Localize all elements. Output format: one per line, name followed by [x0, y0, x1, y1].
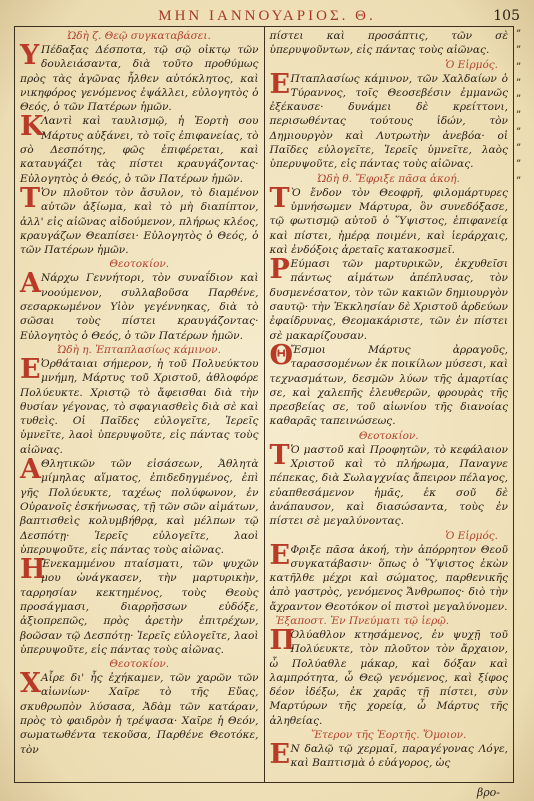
paragraph [20, 268, 259, 342]
drop-capital: Ε [269, 539, 291, 571]
paragraph [20, 353, 259, 457]
paragraph-text: Ολύαθλον κτησάμενος, ἐν ψυχῇ τοῦ Πολύευκτε, τὸν πλοῦτον τὸν ἄρχαιον, ὦ Πολύαθλε μάκαρ, καὶ δόξαν καὶ λαμπρότητα, ὦ Θεῷ γενόμενος, καὶ ξίφος δέον ἰδέξω, ἐκ χαρᾶς τῇ πίστει, σὺν Μαρτύρων τῆς χορείᾳ, ὦ Μάρτυς τῆς ἀληθείας. [269, 628, 508, 727]
quotation-mark: ” [516, 94, 522, 106]
paragraph-text: Πταπλασίως κάμινον, τῶν Χαλδαίων ὁ Τύραννος, τοῖς Θεοσεβέσιν ἐμμανῶς ἐξέκαυσε· δυνάμει δὲ κρείττονι, περισωθέντας τούτους ἰδών, τὸν Δημιουργὸν καὶ Λυτρωτὴν ἀνεβόα· οἱ Παῖδες εὐλογεῖτε, Ἱερεῖς ὑμνεῖτε, λαὸς ὑπερυψοῦτε, εἰς πάντας τοὺς αἰῶνας. [269, 72, 508, 171]
quotation-mark: ” [516, 61, 522, 73]
quotation-mark: ” [516, 143, 522, 155]
paragraph-text: Λαντὶ καὶ ταυλισμῷ, ἡ Ἑορτὴ σου Μάρτυς αὐξάνει, τὸ τοῖς ἐπιφανείας, τὸ σὸ Δεσπότης, φῶς ἐπιφέρεται, καὶ καταυγάζει τὰς πίστει κραυγάζοντας· Εὐλογητὸς ὁ Θεός, ὁ τῶν Πατέρων ἡμῶν. [20, 115, 259, 185]
paragraph-text: Ὀρθάταιαι σήμερον, ἡ τοῦ Πολυεύκτου μνήμη, Μάρτυς τοῦ Χριστοῦ, ἀθλοφόρε Πολύευκτε. Χριστῷ τὸ ἄφεισθαι διὰ τὴν θυσίαν γέγονας, τὸ σφαγιασθεὶς διὰ σὲ καὶ τυθεὶς. Οἱ Παῖδες εὐλογεῖτε, Ἱερεῖς ὑμνεῖτε, λαοὶ ὑπερυψοῦτε, εἰς πάντας τοὺς αἰῶνας. [20, 357, 259, 456]
quotation-mark: ” [516, 110, 522, 122]
paragraph [269, 624, 509, 728]
paragraph [269, 254, 509, 343]
rubric-heading: Ἕτερον τῆς Ἑορτῆς. Ὅμοιον. [311, 729, 467, 742]
drop-capital: Τ [20, 182, 41, 214]
paragraph [20, 554, 259, 657]
paragraph [20, 40, 259, 114]
rubric-heading: Ὠδὴ θ. Ἔφριξε πᾶσα ἀκοή. [317, 172, 460, 185]
rubric-heading: Ἐξαποστ. Ἐν Πνεύματι τῷ ἱερῷ. [275, 614, 450, 627]
catchword: βρο- [476, 786, 500, 799]
paragraph [269, 739, 509, 771]
drop-capital: Τ [269, 182, 290, 214]
text-frame [14, 26, 514, 783]
drop-capital: Α [20, 454, 41, 486]
paragraph [20, 668, 259, 757]
paragraph [269, 68, 509, 172]
paragraph-text: Ὸ ἔνδον τὸν Θεοφρῆ, φιλομάρτυρες ὑμνήσωμεν Μάρτυρα, ὃν συνεδόξασε, τῷ φωτισμῷ αὐτοῦ ὁ Ὕψιστος, ἐπιφανείᾳ καὶ πίστει, ἡμέρᾳ ποιμένι, καὶ ἱεράρχαις, καὶ ἐνδόξοις ἀρεταῖς κατακοσμεῖ. [269, 186, 508, 256]
left-column [15, 27, 265, 782]
paragraph-text: Ὁ μαστοῦ καὶ Προφητῶν, τὸ κεφάλαιον Χριστοῦ καὶ τὸ πλήρωμα, Παναγνε πέπεκας, διὰ Σωλαγχνίας ἄπειρον πέλαγος, εὐαπθεσάμενον ἡμᾶς, ἐκ σοῦ δὲ ἀνάπαυσον, καὶ διασώσαντα, τοὺς ἐν πίστει σὲ μεγαλύνοντας. [269, 443, 508, 528]
paragraph-text: Νάρχω Γεννήτορι, τὸν συναΐδιον καὶ νοούμενον, συλλαβοῦσα Παρθένε, σεσαρκωμένον Υἱὸν γεγέννηκας, διὰ τὸ σῶσαι τοὺς πίστει κραυγάζοντας· Εὐλογητὸς ὁ Θεός, ὁ τῶν Πατέρων ἡμῶν. [20, 272, 259, 342]
rubric-heading: Ὠδὴ ζ. Θεῷ συγκαταβάσει. [67, 30, 211, 42]
paragraph-text: Εύμασι τῶν μαρτυρικῶν, ἐκχυθεῖσι πάντως αἱμάτων ἀπέπλυσας, τὸν δυσμενέσατον, τὸν τῶν κακιῶν δημιουργὸν σαυτῷ· τὴν Ἐκκλησίαν δὲ Χριστοῦ ἀρδεύων ἐφαίδρυνας, Θεομακάριστε, τῶν ἐν πίστει σὲ μακαρίζουσαν. [269, 258, 508, 342]
running-head-title: ΜΗΝ ΙΑΝΝΟΥΑΡΙΟΣ. Θ. [158, 8, 376, 24]
paragraph-text: Ἐνεκαμμένου πταίσματι, τῶν ψυχῶν μου ὠνάγκασεν, τὴν μαρτυρικὴν, ταρρησίαν κεκτημένος, τοὺς Θεοὺς προσάγμασι, διαρρῆσσων εὐδόξε, ἀξιοπρεπῶς, πρὸς ἀρετὴν ἐπιτρέχων, βοῶσαν τῷ Δεσπότῃ· Ἱερεῖς εὐλογεῖτε, λαοὶ ὑπερυψοῦτε, εἰς πάντας τοὺς αἰῶνας. [20, 558, 259, 656]
quotation-mark: ” [516, 175, 522, 187]
rubric-heading: Ὁ Εἱρμός. [445, 58, 498, 71]
drop-capital: Ε [20, 353, 41, 385]
paragraph [20, 454, 259, 557]
quotation-mark: ” [516, 126, 522, 138]
paragraph [269, 439, 509, 529]
quotation-mark: ” [516, 29, 522, 40]
rubric-heading: Θεοτοκίον. [109, 258, 170, 271]
drop-capital: Χ [20, 668, 41, 700]
rubric-heading: Θεοτοκίον. [109, 658, 170, 671]
paragraph-text: Πέδαξας Δέσποτα, τῷ σῷ οἰκτῳ τῶν δουλειάσαντα, διὰ τοῦτο προθύμως πρὸς τὰς ἀγῶνας ἦλθεν αὐτόκλητος, καὶ νικηφόρος γενόμενος ἐψάλλει, εὐλογητὸς ὁ Θεός, ὁ τῶν Πατέρων ἡμῶν. [20, 44, 259, 114]
drop-capital: Κ [20, 111, 44, 143]
paragraph-text: πίστει καὶ προσάπτις, τῶν σὲ ὑπερυψοῦντων, εἰς πάντας τοὺς αἰῶνας. [269, 30, 508, 57]
paragraph [269, 539, 509, 614]
paragraph-text: Ἔσμοι Μάρτυς ἀρραγοῦς, ταρασσομένων ἐκ ποικίλων μύσεσι, καὶ τεχνασμάτων, δεσμῶν λύων τῆς ἁμαρτίας σε, καὶ χαλεπῆς ἐλευθερῶν, φρουρὰς τῆς πρεσβείας σε, τοῦ αἰωνίου τῆς διανοίας καθαρᾶς ταπεινώσεως. [269, 343, 508, 428]
drop-capital: Ε [269, 739, 291, 771]
margin-quotation-marks [516, 28, 530, 189]
drop-capital: Υ [20, 40, 40, 71]
drop-capital: Η [20, 554, 46, 586]
paragraph [269, 182, 509, 257]
rubric-heading: Ὠδὴ η. Ἑπταπλασίως κάμινον. [57, 343, 221, 356]
paragraph [20, 182, 259, 257]
page-number: 105 [493, 8, 520, 24]
right-column [265, 27, 514, 782]
quotation-mark: ” [516, 77, 522, 89]
paragraph [20, 111, 259, 185]
drop-capital: Α [20, 268, 41, 300]
paragraph-text: Αἶρε δι' ἧς ἐχήκαμεν, τῶν χαρῶν τῶν αἰωνίων· Χαῖρε τὸ τῆς Εὔας, σκυθρωπὸν λύσασα, Ἀδὰμ τῶν κατάραν, πρὸς τὸ φαιδρὸν ἡ τρέψασα· Χαῖρε ἡ Θεόν, σωματωθέντα τεκοῦσα, Παρθένε Θεοτόκε, τὸν [20, 672, 259, 756]
drop-capital: Π [269, 624, 295, 656]
paragraph [270, 29, 509, 58]
quotation-mark: ” [516, 45, 522, 57]
rubric-heading: Ὁ Εἱρμός. [445, 529, 498, 542]
rubric-heading: Θεοτοκίον. [358, 429, 419, 442]
paragraph-text: Ν δαλῷ τῷ χερμαῖ, παραγέγονας Λόγε, καὶ Βαπτισμὰ ὁ εὐάγορος, ὡς [290, 743, 508, 770]
paragraph-text: Φριξε πᾶσα ἀκοή, τὴν ἀπόρρητον Θεοῦ συγκατάβασιν· ὅπως ὁ Ὕψιστος ἑκὼν κατῆλθε μέχρι καὶ σώματος, παρθενικῆς ἀπὸ γαστρὸς, γενόμενος Ἄνθρωπος· διὸ τὴν ἄχραντον Θεοτόκον οἱ πιστοὶ μεγαλύνομεν. [269, 543, 508, 613]
drop-capital: Θ [269, 339, 294, 371]
running-head [14, 8, 520, 26]
drop-capital: Ε [269, 68, 291, 100]
drop-capital: Ρ [269, 254, 290, 286]
paragraph-text: Θλητικῶν τῶν εἰσάσεων, Ἀθλητὰ μίμηλας αἵματος, ἐπιδεδηγμένος, ἐπὶ γῆς Πολύευκτε, ταχέως πολύφωνον, ἐν Οὐρανοῖς ἐσκήνωσας, τῇ τῶν σῶν αἱμάτων, βαπτισθεὶς κολυμβήθρᾳ, καὶ μέλπων τῷ Δεσπότῃ· Ἱερεῖς εὐλογεῖτε, λαοὶ ὑπερυψοῦτε, εἰς πάντας τοὺς αἰῶνας. [20, 458, 259, 556]
paragraph-text: Ὁν πλοῦτον τὸν ἄσυλον, τὸ διαμένον αὐτῶν ἀξίωμα, καὶ τὸ μὴ διαπίπτον, ἀλλ' εἰς αἰῶνας αἰδούμενον, πλήρως κλέος, κραυγάζων Θεαπίσει· Εὐλογητὸς ὁ Θεός, ὁ τῶν Πατέρων ἡμῶν. [20, 186, 259, 257]
quotation-mark: ” [516, 159, 522, 171]
paragraph [269, 339, 509, 429]
drop-capital: Τ [269, 439, 290, 471]
